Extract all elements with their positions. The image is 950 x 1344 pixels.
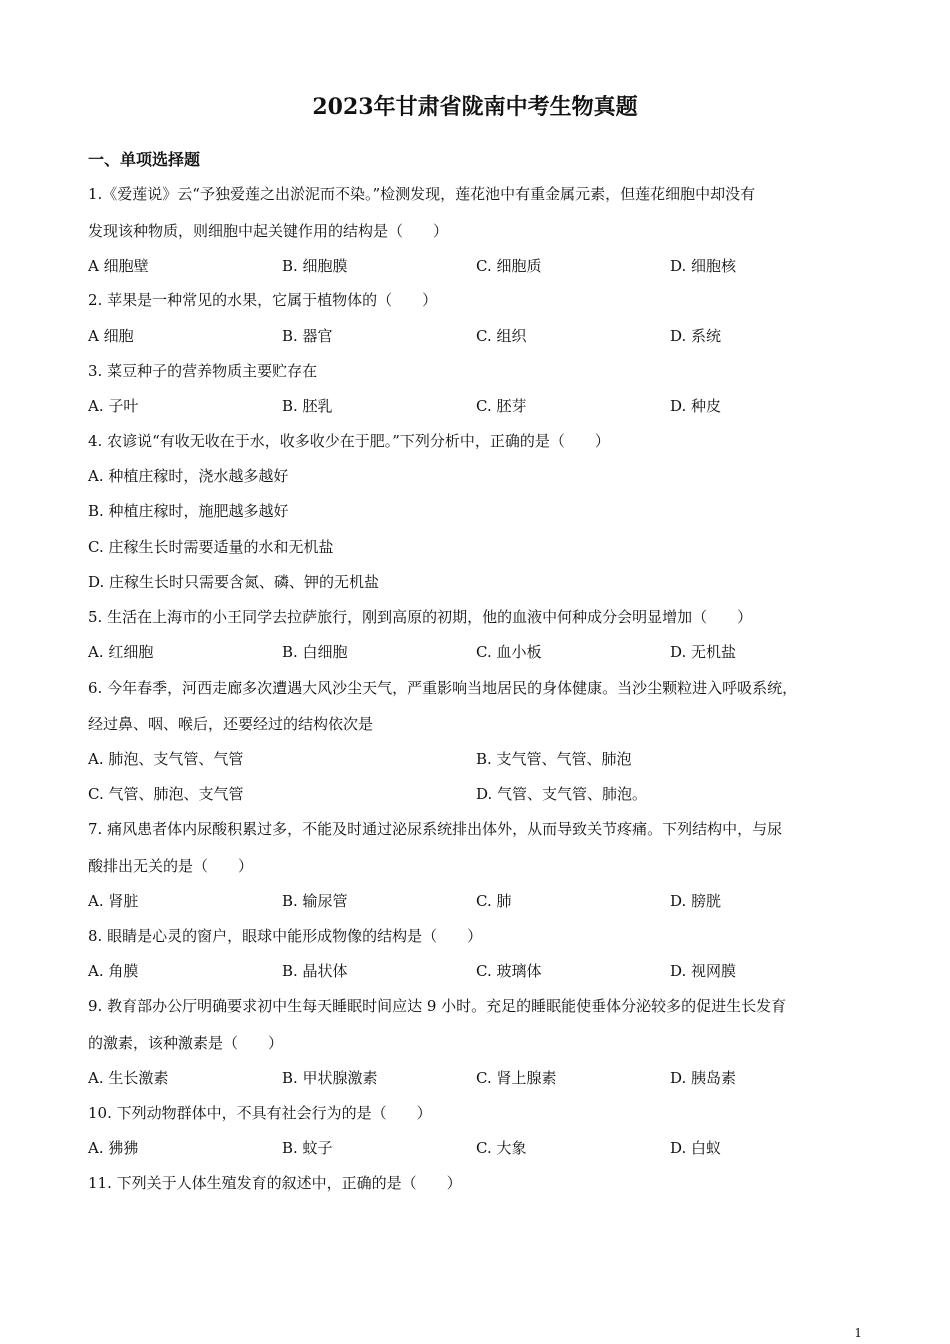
question-4-stem: 4. 农谚说“有收无收在于水，收多收少在于肥。”下列分析中，正确的是（ ） bbox=[88, 432, 610, 450]
question-10-option-c: C. 大象 bbox=[476, 1139, 527, 1157]
question-3-option-b: B. 胚乳 bbox=[282, 397, 333, 415]
question-10-options bbox=[88, 1137, 868, 1159]
question-7-stem-line-2: 酸排出无关的是（ ） bbox=[88, 857, 254, 875]
question-6-stem-line-2: 经过鼻、咽、喉后，还要经过的结构依次是 bbox=[88, 715, 374, 733]
question-6-option-d: D. 气管、支气管、肺泡。 bbox=[476, 785, 648, 803]
question-2-options bbox=[88, 325, 868, 347]
question-7-option-a: A. 肾脏 bbox=[88, 892, 139, 910]
question-4-option-c: C. 庄稼生长时需要适量的水和无机盐 bbox=[88, 538, 334, 556]
question-3-options bbox=[88, 395, 868, 417]
question-9-option-d: D. 胰岛素 bbox=[670, 1069, 737, 1087]
question-9-options bbox=[88, 1067, 868, 1089]
question-5-option-a: A. 红细胞 bbox=[88, 643, 154, 661]
question-9-option-c: C. 肾上腺素 bbox=[476, 1069, 557, 1087]
question-6-option-a: A. 肺泡、支气管、气管 bbox=[88, 750, 244, 768]
section-heading: 一、单项选择题 bbox=[88, 150, 201, 169]
question-6-option-c: C. 气管、肺泡、支气管 bbox=[88, 785, 244, 803]
question-1-stem-line-1: 1.《爱莲说》云“予独爱莲之出淤泥而不染。”检测发现，莲花池中有重金属元素，但莲花细胞中却没有 bbox=[88, 185, 756, 203]
question-5-option-d: D. 无机盐 bbox=[670, 643, 737, 661]
question-8-option-d: D. 视网膜 bbox=[670, 962, 737, 980]
question-3-stem: 3. 菜豆种子的营养物质主要贮存在 bbox=[88, 362, 318, 380]
question-5-option-b: B. 白细胞 bbox=[282, 643, 348, 661]
question-6-stem-line-1: 6. 今年春季，河西走廊多次遭遇大风沙尘天气，严重影响当地居民的身体健康。当沙尘颗粒进入呼吸系统， bbox=[88, 679, 798, 697]
question-5-stem: 5. 生活在上海市的小王同学去拉萨旅行，刚到高原的初期，他的血液中何种成分会明显增加（ ） bbox=[88, 608, 753, 626]
question-10-stem: 10. 下列动物群体中，不具有社会行为的是（ ） bbox=[88, 1104, 432, 1122]
question-3-option-d: D. 种皮 bbox=[670, 397, 722, 415]
question-1-options bbox=[88, 255, 868, 277]
question-7-stem-line-1: 7. 痛风患者体内尿酸积累过多，不能及时通过泌尿系统排出体外，从而导致关节疼痛。下列结构中，与尿 bbox=[88, 820, 783, 838]
question-2-option-c: C. 组织 bbox=[476, 327, 527, 345]
question-11-stem: 11. 下列关于人体生殖发育的叙述中，正确的是（ ） bbox=[88, 1174, 462, 1192]
question-9-stem-line-2: 的激素，该种激素是（ ） bbox=[88, 1034, 284, 1052]
question-8-option-c: C. 玻璃体 bbox=[476, 962, 542, 980]
question-10-option-d: D. 白蚁 bbox=[670, 1139, 722, 1157]
question-8-options bbox=[88, 960, 868, 982]
question-7-option-c: C. 肺 bbox=[476, 892, 512, 910]
question-9-option-b: B. 甲状腺激素 bbox=[282, 1069, 378, 1087]
question-10-option-a: A. 狒狒 bbox=[88, 1139, 139, 1157]
question-2-option-b: B. 器官 bbox=[282, 327, 333, 345]
question-1-option-b: B. 细胞膜 bbox=[282, 257, 348, 275]
question-4-option-a: A. 种植庄稼时，浇水越多越好 bbox=[88, 467, 289, 485]
question-7-option-d: D. 膀胱 bbox=[670, 892, 722, 910]
question-1-option-a: A 细胞壁 bbox=[88, 257, 149, 275]
question-1-option-c: C. 细胞质 bbox=[476, 257, 542, 275]
question-3-option-a: A. 子叶 bbox=[88, 397, 139, 415]
question-1-option-d: D. 细胞核 bbox=[670, 257, 737, 275]
page-title: 2023年甘肃省陇南中考生物真题 bbox=[312, 94, 638, 120]
question-6-option-b: B. 支气管、气管、肺泡 bbox=[476, 750, 632, 768]
page-number: 1 bbox=[854, 1326, 862, 1340]
question-2-option-a: A 细胞 bbox=[88, 327, 134, 345]
question-5-option-c: C. 血小板 bbox=[476, 643, 542, 661]
question-8-option-b: B. 晶状体 bbox=[282, 962, 348, 980]
question-7-options bbox=[88, 890, 868, 912]
question-9-stem-line-1: 9. 教育部办公厅明确要求初中生每天睡眠时间应达 9 小时。充足的睡眠能使垂体分泌较多的促进生长发育 bbox=[88, 997, 787, 1015]
question-9-option-a: A. 生长激素 bbox=[88, 1069, 169, 1087]
question-6-options-row-1 bbox=[88, 748, 868, 770]
question-4-option-b: B. 种植庄稼时，施肥越多越好 bbox=[88, 502, 289, 520]
question-4-option-d: D. 庄稼生长时只需要含氮、磷、钾的无机盐 bbox=[88, 573, 380, 591]
question-3-option-c: C. 胚芽 bbox=[476, 397, 527, 415]
question-2-option-d: D. 系统 bbox=[670, 327, 722, 345]
question-5-options bbox=[88, 641, 868, 663]
question-7-option-b: B. 输尿管 bbox=[282, 892, 348, 910]
question-2-stem: 2. 苹果是一种常见的水果，它属于植物体的（ ） bbox=[88, 291, 438, 309]
question-6-options-row-2 bbox=[88, 783, 868, 805]
question-8-stem: 8. 眼睛是心灵的窗户，眼球中能形成物像的结构是（ ） bbox=[88, 927, 483, 945]
question-10-option-b: B. 蚊子 bbox=[282, 1139, 333, 1157]
question-8-option-a: A. 角膜 bbox=[88, 962, 139, 980]
question-1-stem-line-2: 发现该种物质，则细胞中起关键作用的结构是（ ） bbox=[88, 222, 449, 240]
